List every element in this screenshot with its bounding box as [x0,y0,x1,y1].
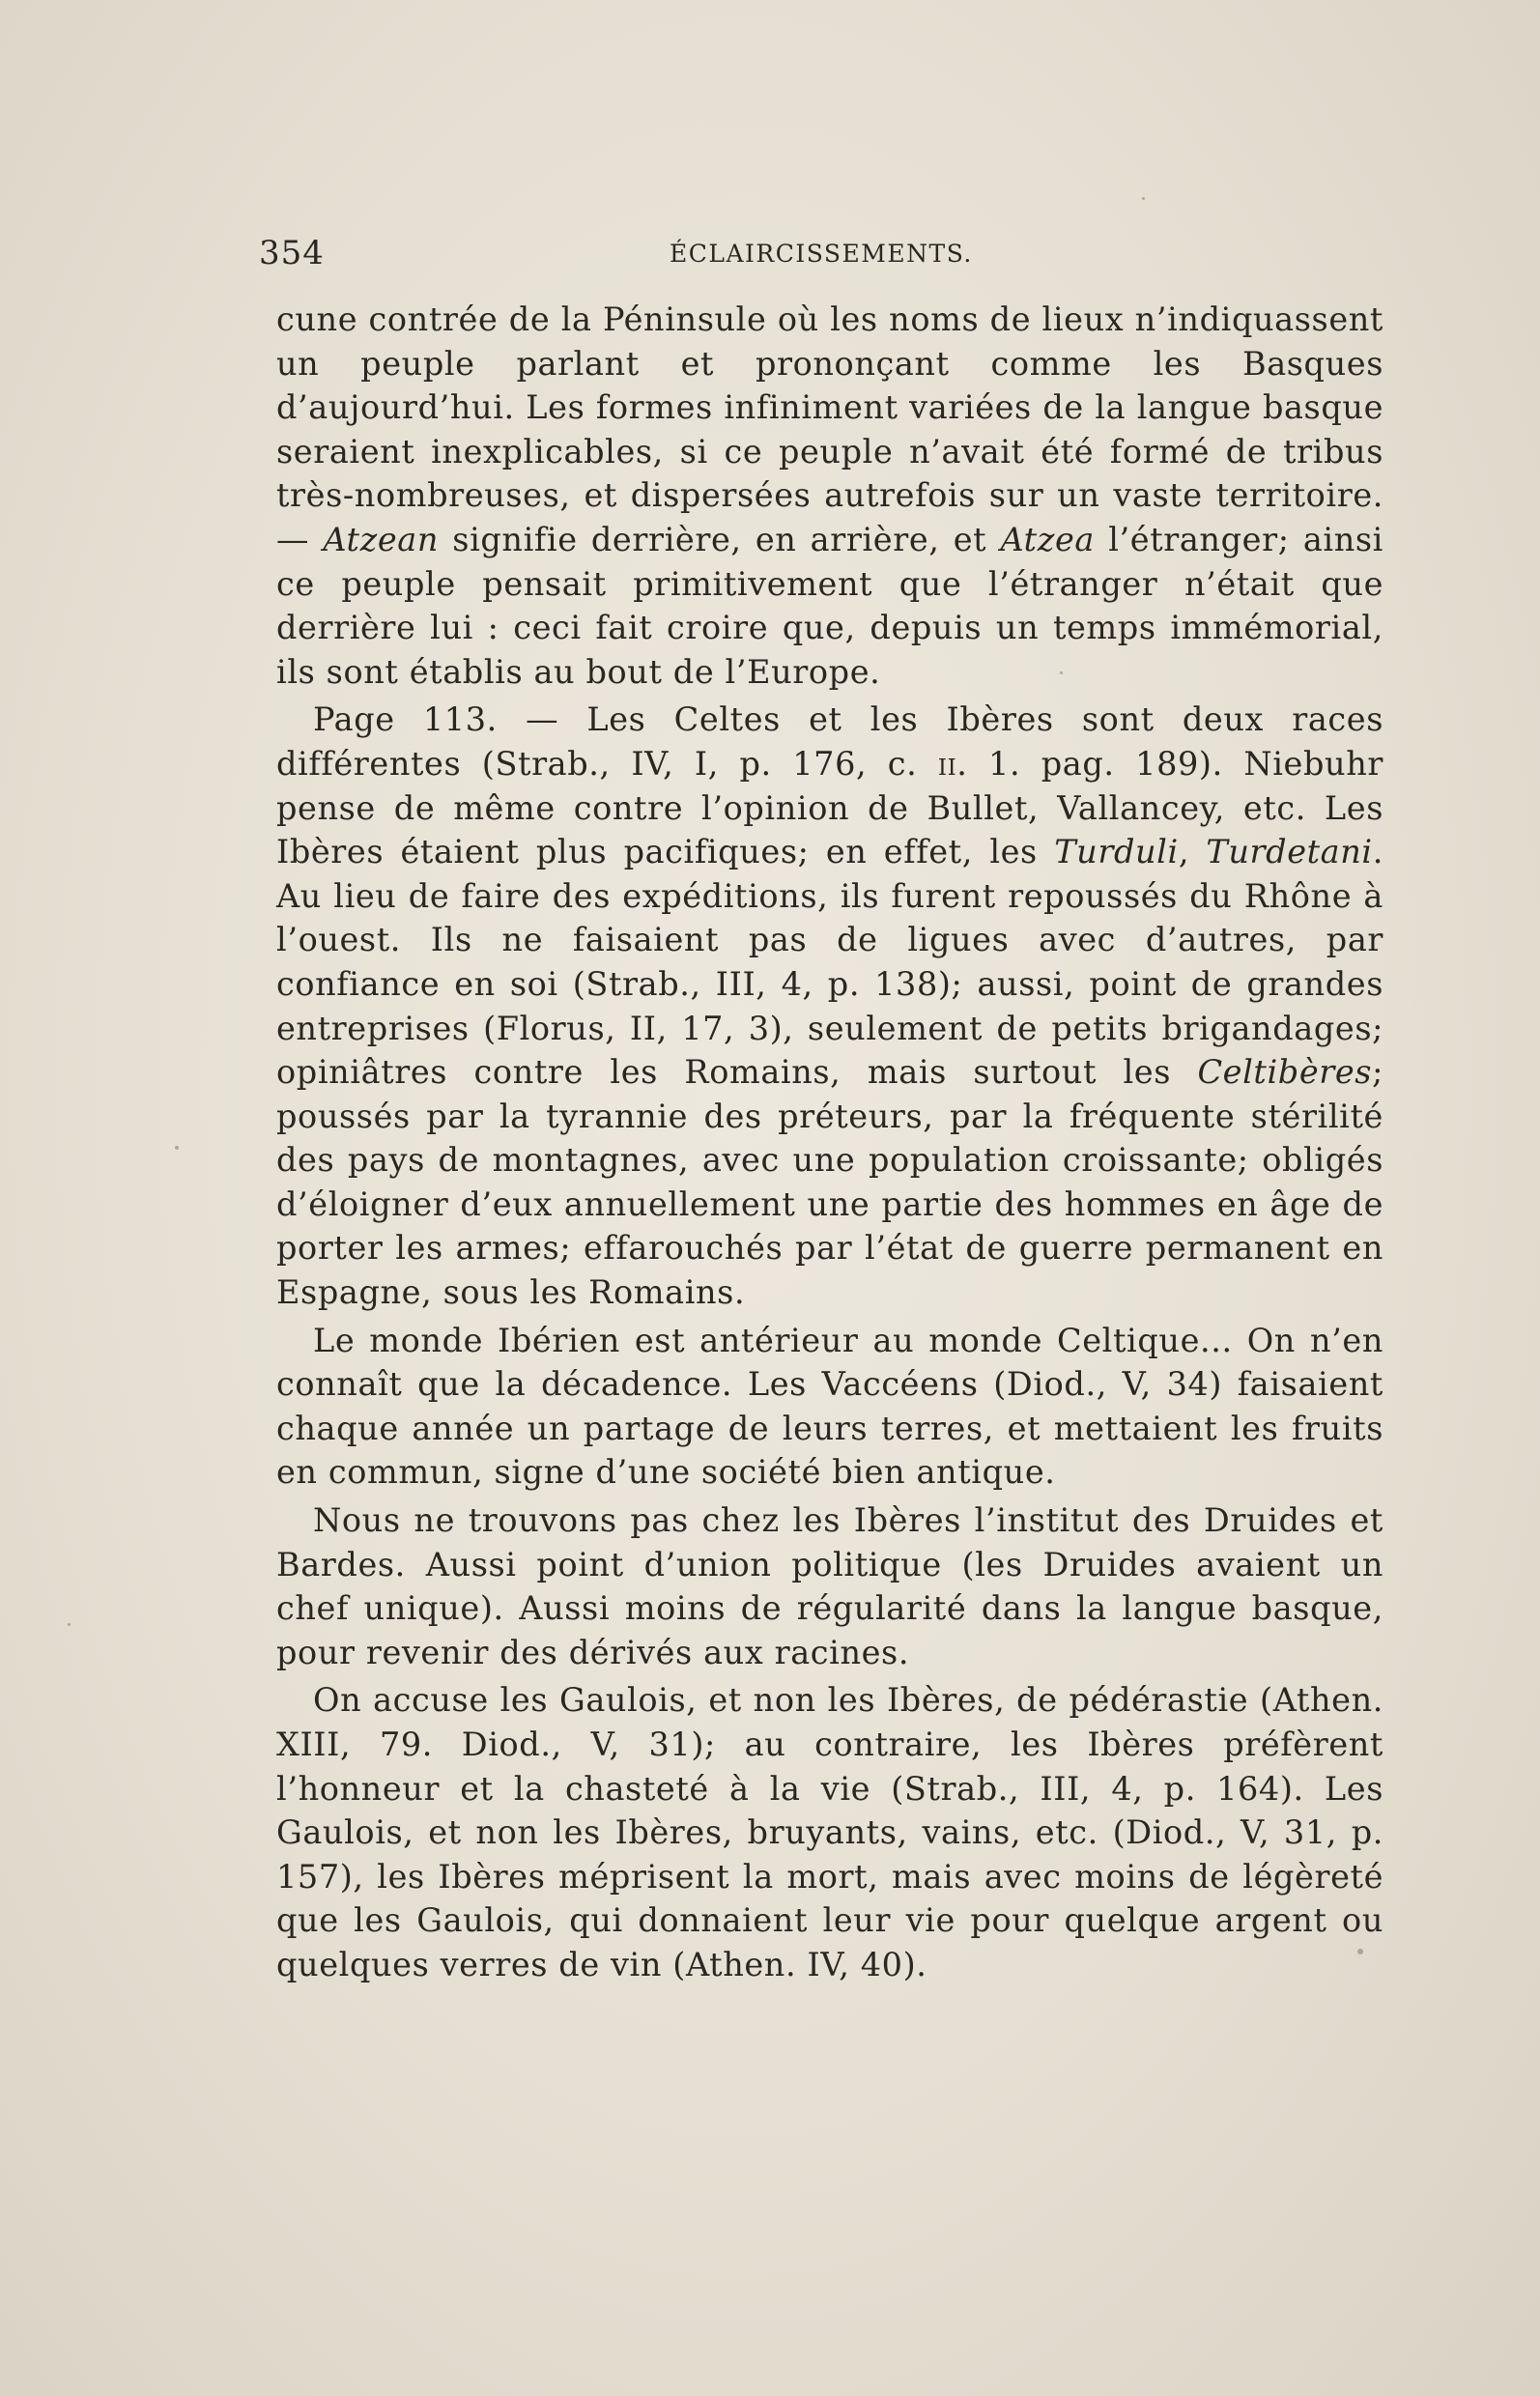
paragraph [276,698,1383,1314]
page-header [259,234,1022,276]
paper-speck [175,1146,179,1150]
running-head: ÉCLAIRCISSEMENTS. [670,240,973,268]
paper-speck [1357,1949,1363,1954]
text-run: Page 113. — Les Celtes et les Ibères sont deux races différentes (Strab., IV, I, p. 176, c. [276,700,1383,783]
text-run: On accuse les Gaulois, et non les Ibères, de pédérastie (Athen. XIII, 79. Diod., V, 31); au contraire, les Ibères préfèrent l’honneur et la chasteté à la vie (Strab., III, 4, p. 164). Les Gaulois, et non les Ibères, bruyants, vains, etc. (Diod., V, 31, p. 157), les Ibères méprisent la mort, mais avec moins de légèreté que les Gaulois, qui donnaient leur vie pour quelque argent ou quelques verres de vin (Athen. IV, 40). [276,1681,1383,1983]
text-run: ii [937,744,957,783]
italic-text: Atzea [1000,520,1095,558]
text-run: Le monde Ibérien est antérieur au monde Celtique... On n’en connaît que la décadence. Les Vaccéens (Diod., V, 34) faisaient chaque année un partage de leurs terres, et mettaient les fruits en commun, signe d’une société bien antique. [276,1321,1383,1492]
italic-text: Turduli [1054,833,1179,871]
text-run: cune contrée de la Péninsule où les noms de lieux n’indiquassent un peuple parlant et prononçant comme les Basques d’aujourd’hui. Les formes infiniment variées de la langue basque seraient inexplicables, si ce peuple n’avait été formé de tribus très-nombreuses, et dispersées autrefois sur un vaste territoire. — [276,300,1383,558]
text-run: Nous ne trouvons pas chez les Ibères l’institut des Druides et Bardes. Aussi point d’union politique (les Druides avaient un chef unique). Aussi moins de régularité dans la langue basque, pour revenir des dérivés aux racines. [276,1501,1383,1671]
paragraph [276,298,1383,694]
text-run: ; poussés par la tyrannie des préteurs, par la fréquente stérilité des pays de montagnes, avec une population croissante; obligés d’éloigner d’eux annuellement une partie des hommes en âge de porter les armes; effarouchés par l’état de guerre permanent en Espagne, sous les Romains. [276,1053,1383,1312]
text-run: . 1. pag. 189). Niebuhr pense de même contre l’opinion de Bullet, Vallancey, etc. Les Ibères étaient plus pacifiques; en effet, les [276,744,1383,871]
italic-text: Celtibères [1197,1053,1373,1092]
italic-text: Turdetani [1206,833,1373,871]
text-run: l’étranger; ainsi ce peuple pensait primitivement que l’étranger n’était que derrière lui : ceci fait croire que, depuis un temps immémorial, ils sont établis au bout de l’Europe. [276,520,1383,691]
text-run: , [1178,833,1207,871]
paper-speck [1060,671,1063,674]
text-run: signifie derrière, en arrière, et [439,520,1001,558]
paragraph [276,1319,1383,1495]
paragraph [276,1678,1383,1986]
paper-speck [1142,197,1145,200]
italic-text: Atzean [323,520,440,558]
page-number: 354 [259,234,325,272]
paragraph [276,1498,1383,1674]
text-run: . Au lieu de faire des expéditions, ils furent repoussés du Rhône à l’ouest. Ils ne faisaient pas de ligues avec d’autres, par confiance en soi (Strab., III, 4, p. 138); aussi, point de grandes entreprises (Florus, II, 17, 3), seulement de petits brigandages; opiniâtres contre les Romains, mais surtout les [276,833,1383,1092]
paper-speck [68,1623,71,1626]
body-text [276,298,1383,1991]
